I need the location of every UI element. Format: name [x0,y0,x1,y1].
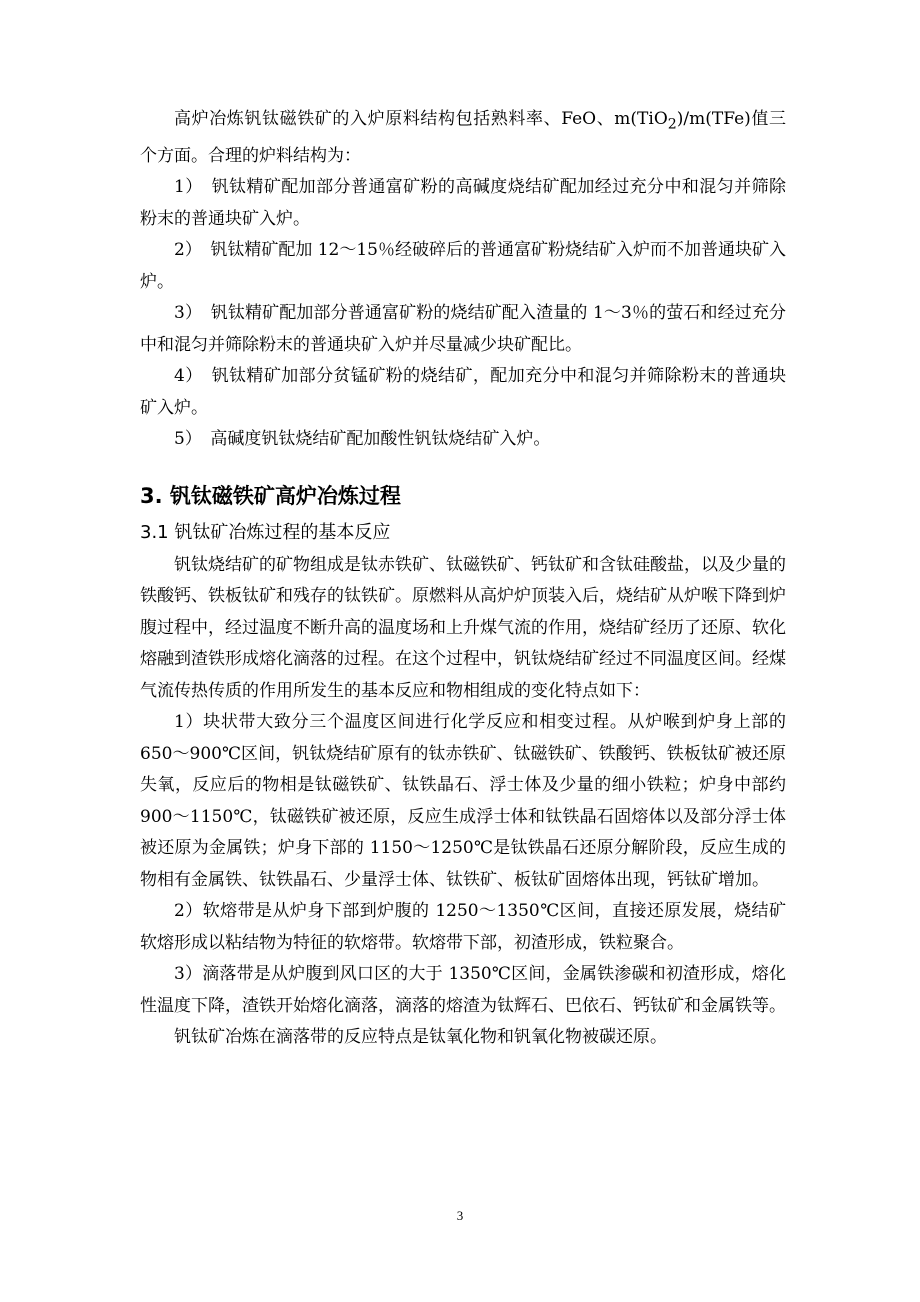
body-paragraph: 钒钛矿冶炼在滴落带的反应特点是钛氧化物和钒氧化物被碳还原。 [174,1027,667,1048]
body-paragraph: 2）软熔带是从炉身下部到炉腹的 1250～1350℃区间，直接还原发展，烧结矿软熔形成以粘结物为特征的软熔带。软熔带下部，初渣形成，铁粒聚合。 [140,901,786,953]
document-page [140,104,786,1054]
intro-text-part-2: )/m(TFe)值三个方面。合理的炉料结构为： [140,109,786,166]
page-number: 3 [456,1208,464,1223]
section-heading: 3. 钒钛磁铁矿高炉冶炼过程 [140,483,401,508]
list-item: 2） 钒钛精矿配加 12～15％经破碎后的普通富矿粉烧结矿入炉而不加普通块矿入炉。 [140,240,786,292]
intro-subscript: 2 [667,116,677,133]
body-paragraph: 钒钛烧结矿的矿物组成是钛赤铁矿、钛磁铁矿、钙钛矿和含钛硅酸盐，以及少量的铁酸钙、铁板钛矿和残存的钛铁矿。原燃料从高炉炉顶装入后，烧结矿从炉喉下降到炉腹过程中，经过温度不断升高的温度场和上升煤气流的作用，烧结矿经历了还原、软化熔融到渣铁形成熔化滴落的过程。在这个过程中，钒钛烧结矿经过不同温度区间。经煤气流传热传质的作用所发生的基本反应和物相组成的变化特点如下： [140,554,786,701]
subsection-heading: 3.1 钒钛矿冶炼过程的基本反应 [140,521,391,543]
list-item: 4） 钒钛精矿加部分贫锰矿粉的烧结矿，配加充分中和混匀并筛除粉末的普通块矿入炉。 [140,366,786,418]
list-item: 1） 钒钛精矿配加部分普通富矿粉的高碱度烧结矿配加经过充分中和混匀并筛除粉末的普通块矿入炉。 [140,177,786,229]
intro-paragraph [140,104,786,172]
list-item: 3） 钒钛精矿配加部分普通富矿粉的烧结矿配入渣量的 1～3％的萤石和经过充分中和混匀并筛除粉末的普通块矿入炉并尽量减少块矿配比。 [140,303,786,355]
body-paragraph: 1）块状带大致分三个温度区间进行化学反应和相变过程。从炉喉到炉身上部的 650～900℃区间，钒钛烧结矿原有的钛赤铁矿、钛磁铁矿、铁酸钙、铁板钛矿被还原失氧，反应后的物相是钛磁铁矿、钛铁晶石、浮士体及少量的细小铁粒；炉身中部约 900～1150℃，钛磁铁矿被还原，反应生成浮士体和钛铁晶石固熔体以及部分浮士体被还原为金属铁；炉身下部的 1150～1250℃是钛铁晶石还原分解阶段，反应生成的物相有金属铁、钛铁晶石、少量浮士体、钛铁矿、板钛矿固熔体出现，钙钛矿增加。 [140,712,786,890]
list-item: 5） 高碱度钒钛烧结矿配加酸性钒钛烧结矿入炉。 [174,429,551,450]
intro-text-part-1: 高炉冶炼钒钛磁铁矿的入炉原料结构包括熟料率、FeO、m(TiO [174,109,668,129]
body-paragraph: 3）滴落带是从炉腹到风口区的大于 1350℃区间，金属铁渗碳和初渣形成，熔化性温度下降，渣铁开始熔化滴落，滴落的熔渣为钛辉石、巴依石、钙钛矿和金属铁等。 [140,964,786,1016]
